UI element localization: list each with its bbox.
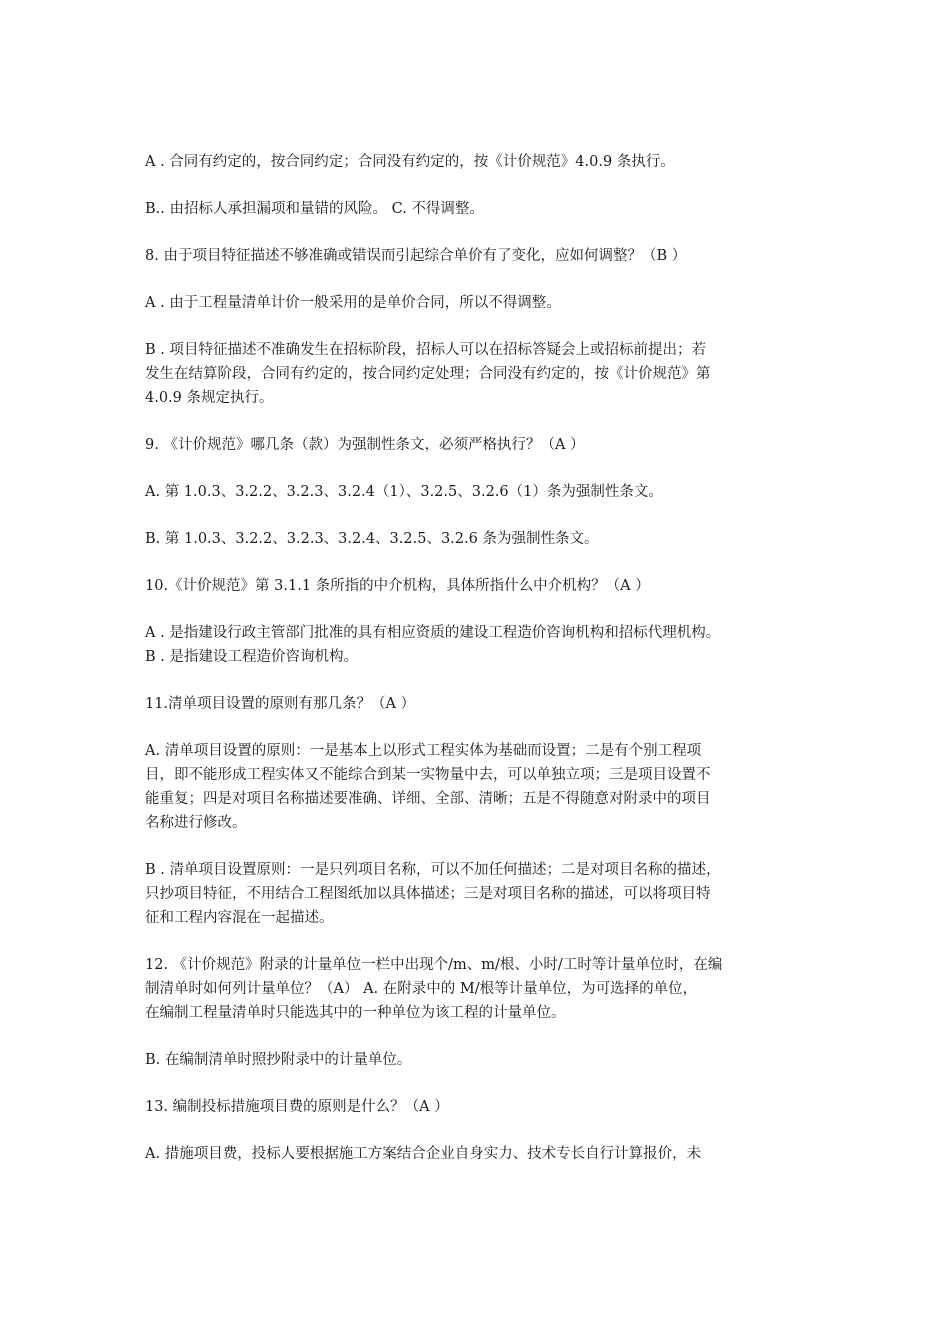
document-page [145, 150, 815, 1189]
paragraph [145, 739, 815, 835]
text-line: 12. 《计价规范》附录的计量单位一栏中出现个/m、m/根、小时/工时等计量单位时，在编 [145, 957, 723, 973]
text-line: 名称进行修改。 [145, 815, 247, 831]
text-line: B.. 由招标人承担漏项和量错的风险。 C. 不得调整。 [145, 201, 484, 217]
text-line: 在编制工程量清单时只能选其中的一种单位为该工程的计量单位。 [145, 1005, 566, 1021]
text-line: 征和工程内容混在一起描述。 [145, 910, 334, 926]
text-line: 能重复；四是对项目名称描述要准确、详细、全部、清晰；五是不得随意对附录中的项目 [145, 791, 711, 807]
paragraph [145, 953, 815, 1025]
text-line: 10.《计价规范》第 3.1.1 条所指的中介机构，具体所指什么中介机构？（A ） [145, 578, 650, 594]
paragraph [145, 574, 815, 598]
paragraph [145, 692, 815, 716]
text-line: 只抄项目特征，不用结合工程图纸加以具体描述；三是对项目名称的描述，可以将项目特 [145, 886, 711, 902]
text-line: B. 在编制清单时照抄附录中的计量单位。 [145, 1052, 412, 1068]
paragraph [145, 150, 815, 174]
paragraph [145, 480, 815, 504]
paragraph [145, 621, 815, 669]
paragraph [145, 197, 815, 221]
text-line: A. 第 1.0.3、3.2.2、3.2.3、3.2.4（1）、3.2.5、3.2.6（1）条为强制性条文。 [145, 484, 663, 500]
text-line: B. 第 1.0.3、3.2.2、3.2.3、3.2.4、3.2.5、3.2.6 条为强制性条文。 [145, 531, 599, 547]
text-line: A . 由于工程量清单计价一般采用的是单价合同，所以不得调整。 [145, 295, 561, 311]
text-line: 发生在结算阶段，合同有约定的，按合同约定处理；合同没有约定的，按《计价规范》第 [145, 366, 711, 382]
paragraph [145, 858, 815, 930]
paragraph [145, 1095, 815, 1119]
text-line: A. 措施项目费，投标人要根据施工方案结合企业自身实力、技术专长自行计算报价，未 [145, 1146, 702, 1162]
text-line: A . 是指建设行政主管部门批准的具有相应资质的建设工程造价咨询机构和招标代理机构。 [145, 625, 721, 641]
paragraph [145, 1048, 815, 1072]
text-line: A. 清单项目设置的原则：一是基本上以形式工程实体为基础而设置；二是有个别工程项 [145, 743, 702, 759]
text-line: 9. 《计价规范》哪几条（款）为强制性条文，必须严格执行？（A ） [145, 437, 585, 453]
paragraph [145, 291, 815, 315]
text-line: 13. 编制投标措施项目费的原则是什么？（A ） [145, 1099, 449, 1115]
text-line: 11.清单项目设置的原则有那几条？（A ） [145, 696, 416, 712]
text-line: 8. 由于项目特征描述不够准确或错误而引起综合单价有了变化，应如何调整？（B ） [145, 248, 687, 264]
text-line: A . 合同有约定的，按合同约定；合同没有约定的，按《计价规范》4.0.9 条执行。 [145, 154, 675, 170]
text-line: 制清单时如何列计量单位？（A） A. 在附录中的 M/根等计量单位，为可选择的单位， [145, 981, 698, 997]
paragraph [145, 244, 815, 268]
paragraph [145, 527, 815, 551]
text-line: B . 是指建设工程造价咨询机构。 [145, 649, 358, 665]
text-line: B . 清单项目设置原则：一是只列项目名称，可以不加任何描述；二是对项目名称的描述， [145, 862, 721, 878]
text-line: 4.0.9 条规定执行。 [145, 390, 274, 406]
text-line: 目，即不能形成工程实体又不能综合到某一实物量中去，可以单独立项；三是项目设置不 [145, 767, 711, 783]
paragraph [145, 433, 815, 457]
paragraph [145, 1142, 815, 1166]
text-line: B . 项目特征描述不准确发生在招标阶段，招标人可以在招标答疑会上或招标前提出；若 [145, 342, 706, 358]
paragraph [145, 338, 815, 410]
